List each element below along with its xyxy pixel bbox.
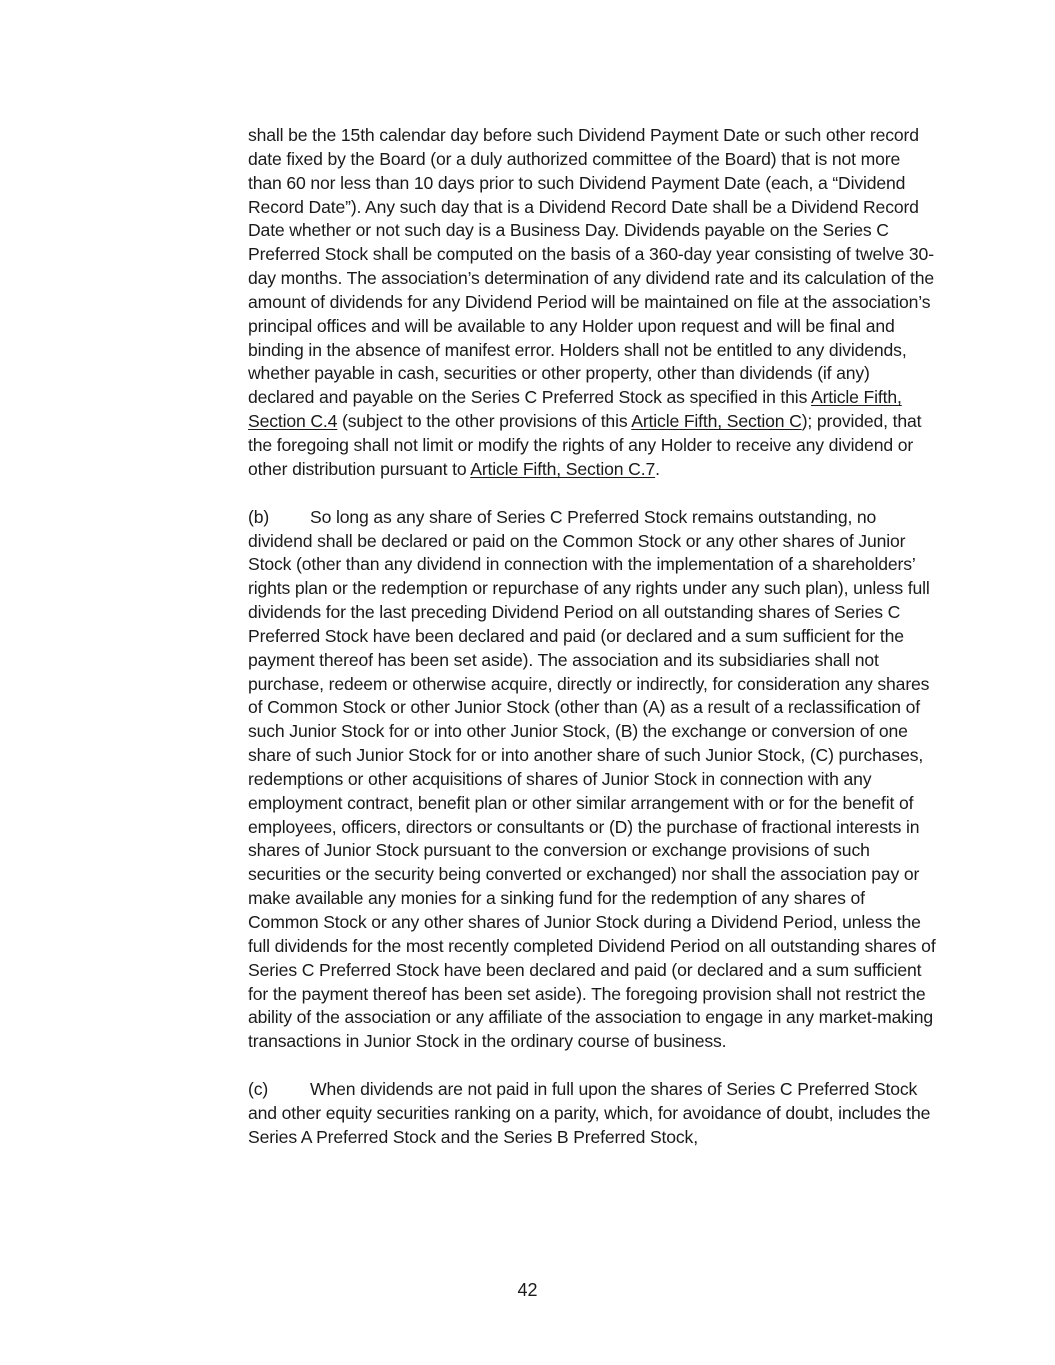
paragraph-label: (c) [248, 1079, 269, 1100]
paragraph-text: shall be the 15th calendar day before such Dividend Payment Date or such other record date fixed by the Board (or a duly authorized committee of the Board) that is not more than 60 nor less than 10 days prior to such Dividend Payment Date (each, a “Dividend Record Date”). Any such day that is a Dividend Record Date shall be a Dividend Record Date whether or not such day is a Business Day. Dividends payable on the Series C Preferred Stock shall be computed on the basis of a 360-day year consisting of twelve 30-day months. The association’s determination of any dividend rate and its calculation of the amount of dividends for any Dividend Period will be maintained on file at the association’s principal offices and will be available to any Holder upon request and will be final and binding in the absence of manifest error. Holders shall not be entitled to any dividends, whether payable in cash, securities or other property, other than dividends (if any) declared and payable on the Series C Preferred Stock as specified in this [248, 125, 934, 408]
paragraph-label: (b) [248, 506, 270, 527]
cross-reference-link[interactable]: Article Fifth, Section C.4 [248, 387, 902, 432]
cross-reference-link[interactable]: Article Fifth, Section C [631, 411, 802, 432]
paragraph-text: When dividends are not paid in full upon the shares of Series C Preferred Stock and other equity securities ranking on a parity, which, for avoidance of doubt, includes the Series A Preferred Stock and the Series B Preferred Stock, [248, 1079, 931, 1147]
paragraph-c [248, 1078, 938, 1150]
document-body [248, 124, 938, 1174]
cross-reference-link[interactable]: Article Fifth, Section C.7 [470, 458, 656, 479]
paragraph-text: (subject to the other provisions of this [337, 411, 632, 432]
paragraph-text: ); provided, that the foregoing shall not limit or modify the rights of any Holder to receive any dividend or other distribution pursuant to [248, 411, 922, 479]
paragraph-text: . [655, 458, 660, 479]
paragraph-text: So long as any share of Series C Preferred Stock remains outstanding, no dividend shall be declared or paid on the Common Stock or any other shares of Junior Stock (other than any dividend in connection with the implementation of a shareholders’ rights plan or the redemption or repurchase of any rights under any such plan), unless full dividends for the last preceding Dividend Period on all outstanding shares of Series C Preferred Stock have been declared and paid (or declared and a sum sufficient for the payment thereof has been set aside). The association and its subsidiaries shall not purchase, redeem or otherwise acquire, directly or indirectly, for consideration any shares of Common Stock or other Junior Stock (other than (A) as a result of a reclassification of such Junior Stock for or into other Junior Stock, (B) the exchange or conversion of one share of such Junior Stock for or into another share of such Junior Stock, (C) purchases, redemptions or other acquisitions of shares of Junior Stock in connection with any employment contract, benefit plan or other similar arrangement with or for the benefit of employees, officers, directors or consultants or (D) the purchase of fractional interests in shares of Junior Stock pursuant to the conversion or exchange provisions of such securities or the security being converted or exchanged) nor shall the association pay or make available any monies for a sinking fund for the redemption of any shares of Common Stock or any other shares of Junior Stock during a Dividend Period, unless the full dividends for the most recently completed Dividend Period on all outstanding shares of Series C Preferred Stock have been declared and paid (or declared and a sum sufficient for the payment thereof has been set aside). The foregoing provision shall not restrict the ability of the association or any affiliate of the association to engage in any market-making transactions in Junior Stock in the ordinary course of business. [248, 506, 936, 1052]
paragraph-b [248, 506, 938, 1054]
page-number: 42 [517, 1280, 538, 1300]
paragraph-continuation [248, 124, 938, 482]
